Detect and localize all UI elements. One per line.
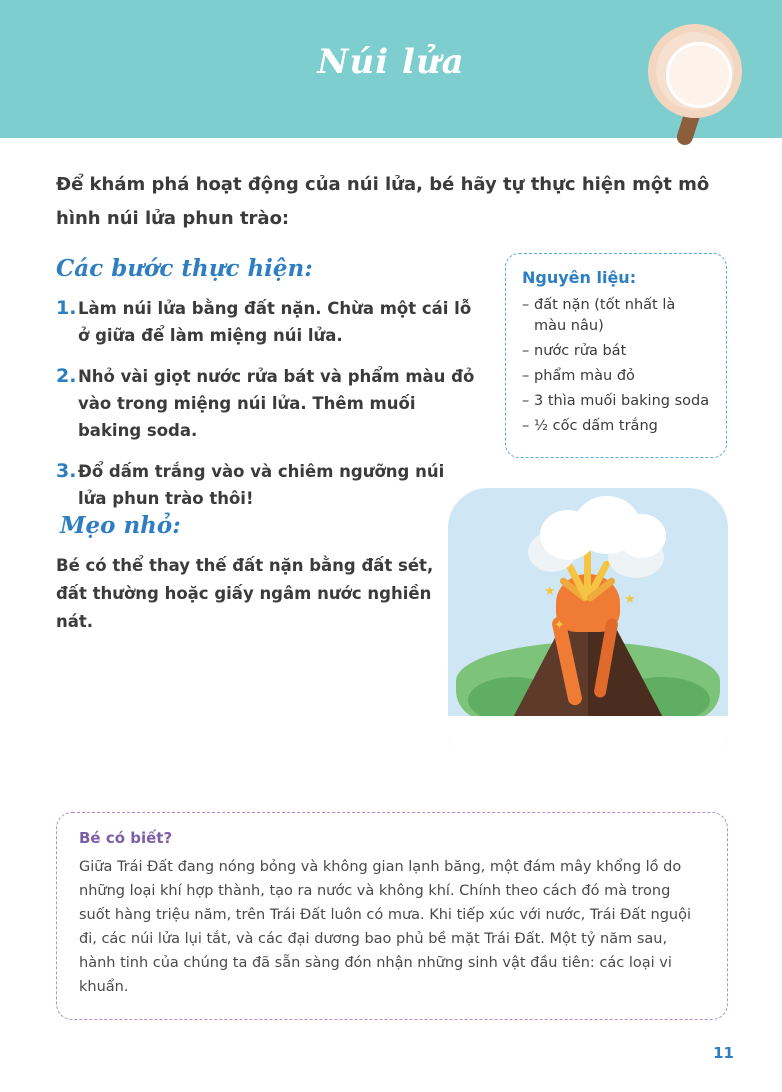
- did-you-know-title: Bé có biết?: [79, 829, 173, 847]
- step-number: 3.: [56, 460, 77, 482]
- did-you-know-box: [56, 812, 728, 1020]
- ingredients-title: Nguyên liệu:: [522, 268, 637, 287]
- magnifier-icon: [640, 18, 760, 148]
- list-item: [56, 295, 476, 349]
- page-title: Núi lửa: [317, 42, 465, 82]
- step-text: Nhỏ vài giọt nước rửa bát và phẩm màu đỏ vào trong miệng núi lửa. Thêm muối baking soda.: [78, 367, 475, 440]
- list-item: – 3 thìa muối baking soda: [522, 391, 710, 412]
- erupting-volcano-illustration: [448, 488, 728, 778]
- step-number: 1.: [56, 297, 77, 319]
- list-item: [56, 458, 476, 512]
- spark-icon: ★: [544, 584, 556, 599]
- list-item: – đất nặn (tốt nhất là màu nâu): [522, 295, 710, 337]
- list-item: – ½ cốc dấm trắng: [522, 416, 710, 437]
- ingredients-list: [522, 295, 710, 437]
- page-number: 11: [713, 1044, 734, 1062]
- did-you-know-body: Giữa Trái Đất đang nóng bỏng và không gian lạnh băng, một đám mây khổng lồ do những loại khí hợp thành, tạo ra nước và không khí. Chính theo cách đó mà trong suốt hàng triệu năm, trên Trái Đất luôn có mưa. Khi tiếp xúc với nước, Trái Đất nguội đi, các núi lửa lụi tắt, và các đại dương bao phủ bề mặt Trái Đất. Một tỷ năm sau, hành tinh của chúng ta đã sẵn sàng đón nhận những sinh vật đầu tiên: các loại vi khuẩn.: [79, 859, 692, 995]
- steps-list: [56, 295, 476, 526]
- steps-heading: Các bước thực hiện:: [56, 255, 313, 282]
- page-header: [0, 0, 782, 138]
- spark-icon: ★: [624, 592, 636, 607]
- tip-text: Bé có thể thay thế đất nặn bằng đất sét, đất thường hoặc giấy ngâm nước nghiền nát.: [56, 556, 434, 631]
- tip-heading: Mẹo nhỏ:: [60, 512, 181, 539]
- list-item: [56, 363, 476, 444]
- step-text: Làm núi lửa bằng đất nặn. Chừa một cái lỗ ở giữa để làm miệng núi lửa.: [78, 299, 472, 345]
- ingredients-box: [505, 253, 727, 458]
- intro-paragraph: Để khám phá hoạt động của núi lửa, bé hãy tự thực hiện một mô hình núi lửa phun trào:: [56, 174, 710, 229]
- step-text: Đổ dấm trắng vào và chiêm ngưỡng núi lửa phun trào thôi!: [78, 462, 445, 508]
- list-item: – phẩm màu đỏ: [522, 366, 710, 387]
- list-item: – nước rửa bát: [522, 341, 710, 362]
- spark-icon: ✦: [554, 618, 565, 633]
- step-number: 2.: [56, 365, 77, 387]
